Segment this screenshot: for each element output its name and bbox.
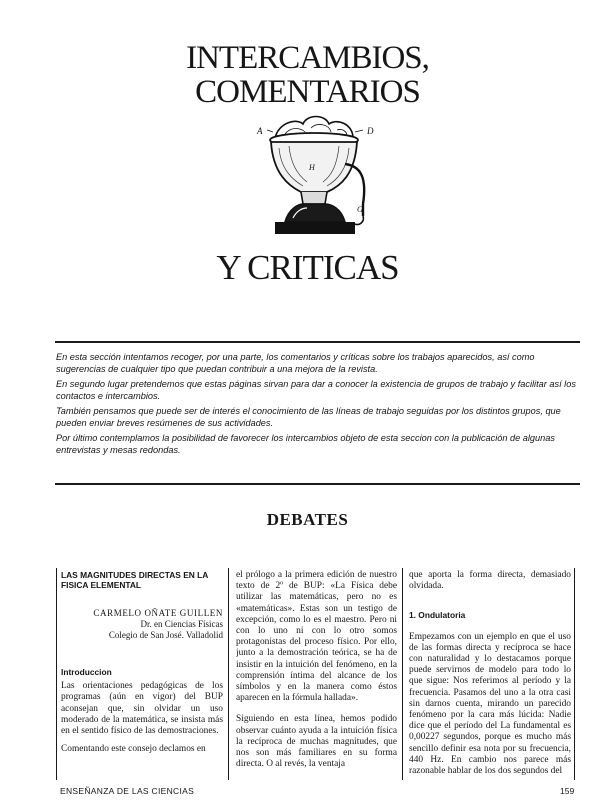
label-g: G [357, 205, 363, 214]
page-number: 159 [560, 786, 575, 796]
intro-rule-top [55, 341, 580, 343]
column-rule [56, 568, 57, 780]
author-role: Dr. en Ciencias Físicas [140, 619, 223, 629]
label-a: A [257, 126, 263, 136]
article-title: LAS MAGNITUDES DIRECTAS EN LA FISICA ELEMENTAL [61, 570, 209, 590]
column-rule [574, 568, 575, 780]
page-title-line-2: COMENTARIOS [195, 74, 420, 110]
body-paragraph: Empezamos con un ejemplo en que el uso de las formas directa y recíproca se hace con naturalidad y lo destacamos porque puede servirnos de modelo para todo lo que sigue: Nos referimos al período y la frecuencia. Pasamos del uno a la otra casi sin darnos cuenta, mirando un parecido fenómeno por la cara más lúcida: Nadie dice que el período del La fundamental es 0,00227 segundos, porque es mucho más sencillo definir esa nota por su frecuencia, 440 Hz. En cambio nos parece más razonable hablar de los dos segundos del [409, 631, 571, 777]
section-subheading: 1. Ondulatoria [409, 610, 466, 621]
article-column-1 [61, 570, 223, 778]
body-paragraph: Las orientaciones pedagógicas de los programas (aún en vigor) del BUP aconsejan que, sin olvidar un uso moderado de la matemática, se insista más en el sentido físico de las demostraciones. [61, 681, 223, 737]
label-d: D [367, 126, 374, 136]
body-paragraph: que aporta la forma directa, demasiado olvidada. [409, 570, 571, 592]
label-h: H [309, 163, 315, 172]
column-rule [228, 568, 229, 780]
intro-rule-bottom [55, 483, 580, 485]
column-rule [402, 568, 403, 780]
intro-paragraph: En esta sección intentamos recoger, por una parte, los comentarios y críticas sobre los trabajos aparecidos, así como sugerencias de cualquier tipo que puedan contribuir a una mejora de la revista. [56, 352, 535, 374]
author-name: CARMELO OÑATE GUILLEN [93, 608, 223, 618]
body-paragraph: Comentando este consejo declamos en [61, 744, 206, 755]
vessel-illustration [245, 104, 385, 254]
article-column-2 [236, 570, 397, 778]
section-heading: DEBATES [266, 510, 349, 529]
intro-block [56, 352, 580, 460]
intro-paragraph: También pensamos que puede ser de interés el conocimiento de las líneas de trabajo seguidas por los distintos grupos, que pueden enviar breves resúmenes de sus actividades. [56, 406, 561, 428]
page-title-line-1: INTERCAMBIOS, [186, 40, 429, 76]
body-paragraph: Siguiendo en esta línea, hemos podido observar cuánto ayuda a la intuición física la recíproca de muchas magnitudes, que nos son más familiares en su forma directa. O al revés, la ventaja [236, 714, 397, 770]
page-title-line-3: Y CRITICAS [216, 248, 399, 287]
intro-paragraph: Por último contemplamos la posibilidad de favorecer los intercambios objeto de esta seccion con la publicación de algunas entrevistas y mesas redondas. [56, 433, 555, 455]
article-column-3 [409, 570, 571, 778]
intro-paragraph: En segundo lugar pretendemos que estas páginas sirvan para dar a conocer la existencia de grupos de trabajo y facilitar así los contactos e intercambios. [56, 379, 576, 401]
body-paragraph: el prólogo a la primera edición de nuestro texto de 2º de BUP: «La Física debe utilizar las matemáticas, pero no es «matemáticas». Estas son un testigo de excepción, como lo es el maestro. Pero ni con lo uno ni con lo otro somos protagonistas del proceso físico. Por ello, junto a la demostración teórica, se ha de insistir en la intuición del fenómeno, en la comprensión íntima del alcance de los símbolos y en la manera como éstos aparecen en la fórmula hallada». [236, 570, 397, 704]
journal-name: ENSEÑANZA DE LAS CIENCIAS [60, 786, 195, 796]
section-subheading: Introduccion [61, 667, 112, 677]
author-affiliation: Colegio de San José. Valladolid [108, 630, 223, 640]
